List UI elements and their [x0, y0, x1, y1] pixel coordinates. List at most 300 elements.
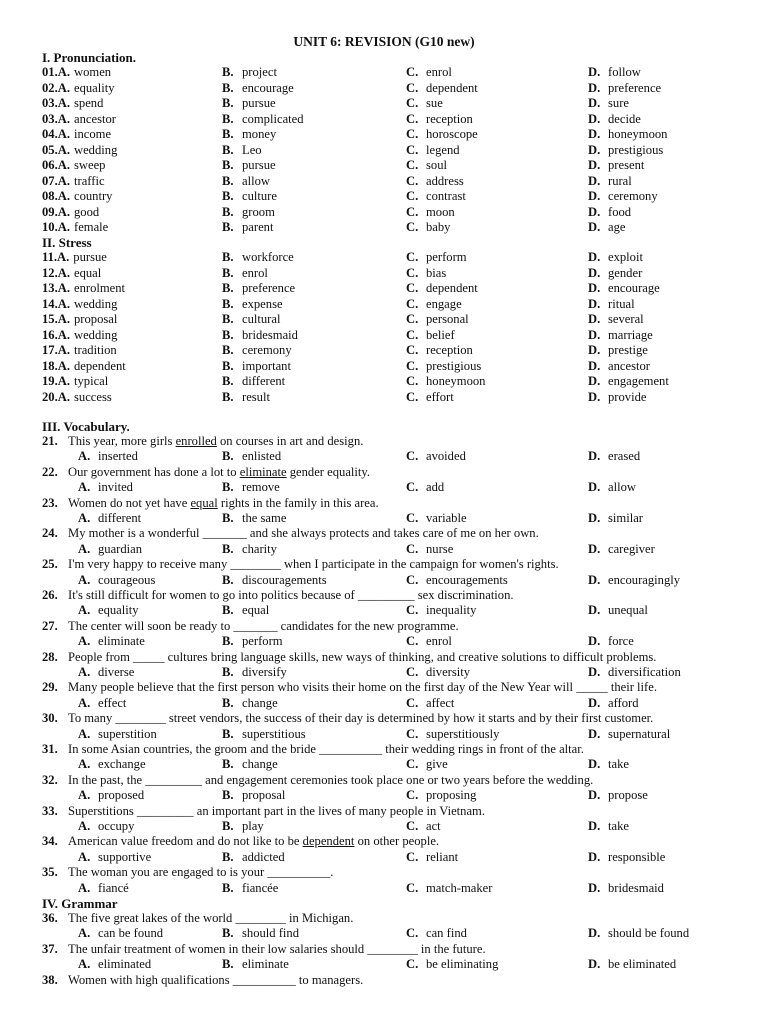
answer-options [0, 957, 768, 972]
option-text: supportive [98, 849, 152, 864]
question-number: 26. [42, 588, 58, 602]
item-number: 17.A. [42, 343, 70, 357]
option-letter: B. [222, 265, 234, 280]
option-text: equal [74, 265, 102, 280]
option-text: superstition [98, 726, 157, 741]
option-d [588, 634, 634, 649]
option-text: superstitious [242, 726, 306, 741]
option-text: honeymoon [426, 374, 486, 388]
question-sentence: Women do not yet have equal rights in the family in this area. [68, 495, 379, 510]
stress-item [0, 297, 768, 312]
option-text: rural [608, 173, 632, 188]
option-text: wedding [74, 327, 118, 342]
option-d [588, 205, 631, 220]
option-b [222, 603, 269, 618]
option-text: diversify [242, 665, 287, 679]
option-text: address [426, 173, 464, 188]
option-text: should find [242, 926, 300, 941]
option-letter: B. [222, 220, 234, 234]
item-number: 15.A. [42, 312, 70, 326]
option-letter: B. [222, 250, 234, 264]
option-letter: C. [406, 695, 419, 710]
option-text: ancestor [74, 111, 116, 126]
option-b [222, 266, 268, 281]
option-letter: C. [406, 957, 419, 972]
option-text: proposed [98, 788, 145, 803]
item-number: 08.A. [42, 189, 70, 203]
option-c [406, 174, 464, 189]
option-c [406, 390, 454, 405]
option-text: eliminate [242, 957, 289, 972]
question-sentence: Superstitions _________ an important part in the lives of many people in Vietnam. [68, 803, 485, 818]
option-a [42, 343, 117, 358]
option-a [42, 127, 111, 142]
underlined-word: equal [190, 495, 218, 510]
question-text [42, 557, 762, 572]
question-stem [0, 680, 768, 695]
question-sentence: Many people believe that the first person who visits their home on the first day of the New Year will _____ their life. [68, 680, 657, 695]
option-a [78, 573, 155, 588]
option-b [222, 819, 264, 834]
pronunciation-item [0, 143, 768, 158]
option-text: several [608, 312, 644, 326]
option-text: enrol [242, 265, 268, 280]
question-text [42, 526, 762, 541]
option-letter: C. [406, 634, 419, 649]
option-text: remove [242, 480, 280, 495]
option-text: pursue [73, 250, 107, 264]
option-text: follow [608, 65, 641, 79]
option-text: bias [426, 265, 447, 280]
item-number: 14.A. [42, 296, 70, 311]
option-b [222, 297, 283, 312]
question-stem [0, 865, 768, 880]
option-letter: B. [222, 296, 234, 311]
option-letter: A. [78, 726, 91, 741]
option-text: guardian [98, 541, 143, 556]
option-letter: C. [406, 788, 419, 803]
option-text: play [242, 819, 264, 833]
option-letter: D. [588, 849, 601, 864]
option-b [222, 143, 262, 158]
option-b [222, 112, 304, 127]
option-d [588, 266, 642, 281]
option-letter: C. [406, 96, 419, 110]
answer-options [0, 480, 768, 495]
question-number: 25. [42, 557, 58, 572]
option-a [78, 449, 138, 464]
option-c [406, 158, 447, 173]
pronunciation-item [0, 127, 768, 142]
option-letter: D. [588, 726, 601, 741]
option-c [406, 926, 467, 941]
option-d [588, 96, 629, 111]
option-letter: C. [406, 127, 419, 141]
question-text [42, 588, 762, 603]
option-b [222, 957, 289, 972]
option-b [222, 727, 306, 742]
option-text: reception [426, 343, 473, 357]
option-text: encourage [608, 281, 660, 295]
option-b [222, 65, 277, 80]
option-letter: B. [222, 127, 234, 141]
option-letter: B. [222, 204, 234, 219]
question-number: 30. [42, 711, 58, 726]
option-text: equal [242, 603, 270, 618]
question-text [42, 942, 762, 957]
option-c [406, 603, 476, 618]
stress-item [0, 266, 768, 281]
option-text: preference [242, 281, 296, 295]
option-c [406, 96, 443, 111]
option-letter: A. [78, 788, 91, 803]
question-sentence: Women with high qualifications __________ to managers. [68, 972, 364, 987]
option-text: personal [426, 312, 469, 326]
question-number: 38. [42, 972, 58, 987]
option-text: horoscope [426, 127, 478, 141]
option-text: preference [608, 80, 662, 95]
option-text: change [242, 757, 278, 772]
option-d [588, 511, 643, 526]
option-letter: B. [222, 757, 234, 772]
question-sentence: Our government has done a lot to eliminate gender equality. [68, 464, 371, 479]
option-c [406, 112, 473, 127]
question-stem [0, 526, 768, 541]
option-text: enlisted [242, 449, 282, 464]
question-sentence: The woman you are engaged to is your __________. [68, 865, 334, 880]
option-c [406, 542, 453, 557]
option-text: dependent [426, 80, 478, 95]
question-text [42, 680, 762, 695]
option-text: different [98, 511, 142, 525]
option-letter: C. [406, 819, 419, 833]
option-a [78, 881, 129, 896]
option-letter: B. [222, 142, 234, 157]
option-a [78, 957, 151, 972]
option-c [406, 573, 508, 588]
option-text: parent [242, 220, 274, 234]
question-sentence: In some Asian countries, the groom and the bride __________ their wedding rings in front of the altar. [68, 742, 584, 756]
option-text: moon [426, 204, 455, 219]
option-text: fiancé [98, 880, 129, 895]
option-c [406, 665, 470, 680]
option-letter: C. [406, 511, 419, 525]
option-c [406, 881, 492, 896]
option-b [222, 573, 327, 588]
question-text [42, 742, 762, 757]
option-b [222, 281, 295, 296]
option-text: present [608, 158, 645, 172]
option-d [588, 850, 665, 865]
option-text: workforce [242, 250, 294, 264]
option-letter: C. [406, 603, 419, 618]
option-text: eliminated [98, 957, 152, 972]
option-letter: C. [406, 296, 419, 311]
option-b [222, 449, 281, 464]
option-text: inequality [426, 603, 477, 618]
option-b [222, 634, 283, 649]
question-text [42, 496, 762, 511]
option-b [222, 127, 276, 142]
stress-item [0, 250, 768, 265]
option-a [42, 359, 126, 374]
option-a [42, 174, 105, 189]
option-text: ritual [608, 296, 635, 311]
option-b [222, 312, 280, 327]
option-letter: A. [78, 819, 91, 833]
option-letter: B. [222, 926, 234, 941]
option-a [42, 328, 117, 343]
option-text: erased [608, 449, 641, 464]
question-text [42, 834, 762, 849]
option-text: provide [608, 389, 647, 404]
option-a [78, 819, 134, 834]
option-d [588, 788, 648, 803]
option-a [42, 220, 108, 235]
item-number: 13.A. [42, 281, 70, 295]
option-b [222, 343, 292, 358]
option-text: age [608, 220, 626, 234]
option-c [406, 819, 441, 834]
option-text: ceremony [608, 189, 658, 203]
pronunciation-item [0, 189, 768, 204]
question-number: 21. [42, 434, 58, 448]
option-letter: B. [222, 358, 234, 373]
option-text: tradition [74, 343, 117, 357]
option-letter: D. [588, 204, 601, 219]
option-c [406, 328, 455, 343]
option-text: encourage [242, 80, 294, 95]
option-c [406, 127, 478, 142]
item-number: 09.A. [42, 204, 70, 219]
option-letter: D. [588, 327, 601, 342]
option-d [588, 112, 641, 127]
option-d [588, 480, 636, 495]
question-text [42, 911, 762, 926]
item-number: 11.A. [42, 250, 70, 264]
option-text: allow [242, 173, 270, 188]
pronunciation-item [0, 205, 768, 220]
option-letter: C. [406, 541, 419, 556]
question-sentence: My mother is a wonderful _______ and she always protects and takes care of me on her own. [68, 526, 539, 541]
option-letter: C. [406, 281, 419, 295]
option-letter: C. [406, 665, 419, 679]
question-text [42, 865, 762, 880]
option-c [406, 788, 476, 803]
option-text: success [74, 389, 112, 404]
option-a [78, 542, 142, 557]
option-letter: A. [78, 757, 91, 772]
option-letter: B. [222, 158, 234, 172]
option-text: traffic [74, 173, 105, 188]
option-text: result [242, 389, 270, 404]
option-text: avoided [426, 449, 466, 464]
option-text: pursue [242, 158, 276, 172]
item-number: 19.A. [42, 374, 70, 388]
option-c [406, 374, 485, 389]
option-letter: D. [588, 665, 601, 679]
question-sentence: It's still difficult for women to go into politics because of _________ sex discrimination. [68, 588, 514, 602]
option-text: enrolment [74, 281, 126, 295]
option-c [406, 343, 473, 358]
answer-options [0, 819, 768, 834]
option-letter: B. [222, 312, 234, 326]
option-text: honeymoon [608, 127, 668, 141]
item-number: 05.A. [42, 142, 70, 157]
option-text: contrast [426, 189, 466, 203]
item-number: 03.A. [42, 96, 70, 110]
option-a [42, 158, 105, 173]
question-text [42, 711, 762, 726]
underlined-word: enrolled [175, 434, 217, 448]
option-text: dependent [426, 281, 478, 295]
option-text: women [74, 65, 112, 79]
question-text [42, 465, 762, 480]
option-letter: A. [78, 849, 91, 864]
option-text: caregiver [608, 541, 655, 556]
option-letter: D. [588, 389, 601, 404]
option-text: country [74, 189, 113, 203]
question-sentence: People from _____ cultures bring language skills, new ways of thinking, and creative solutions to difficult problems. [68, 649, 657, 664]
option-letter: D. [588, 220, 601, 234]
item-number: 03.A. [42, 111, 70, 126]
option-letter: A. [78, 572, 91, 587]
option-text: bridesmaid [608, 880, 664, 895]
option-d [588, 174, 632, 189]
option-b [222, 696, 278, 711]
answer-options [0, 634, 768, 649]
option-text: perform [242, 634, 283, 649]
option-letter: D. [588, 265, 601, 280]
question-stem [0, 773, 768, 788]
question-stem [0, 711, 768, 726]
option-letter: D. [588, 926, 601, 941]
option-a [78, 696, 126, 711]
item-number: 12.A. [42, 265, 70, 280]
option-letter: B. [222, 634, 234, 649]
option-d [588, 926, 689, 941]
option-a [78, 634, 145, 649]
option-letter: D. [588, 96, 601, 110]
option-text: bridesmaid [242, 327, 298, 342]
option-c [406, 480, 444, 495]
item-number: 10.A. [42, 220, 70, 234]
option-letter: B. [222, 819, 234, 833]
option-letter: B. [222, 281, 234, 295]
question-stem [0, 465, 768, 480]
option-letter: D. [588, 281, 601, 295]
option-letter: D. [588, 80, 601, 95]
stress-item [0, 343, 768, 358]
option-b [222, 205, 275, 220]
option-text: equality [98, 603, 139, 618]
option-c [406, 81, 478, 96]
option-text: ceremony [242, 343, 292, 357]
option-d [588, 573, 680, 588]
option-d [588, 158, 644, 173]
option-text: ancestor [608, 358, 650, 373]
option-text: effort [426, 389, 454, 404]
question-number: 22. [42, 464, 58, 479]
option-letter: C. [406, 142, 419, 157]
option-text: prestige [608, 343, 648, 357]
option-text: match-maker [426, 880, 493, 895]
option-c [406, 850, 458, 865]
option-text: wedding [74, 296, 118, 311]
page-title: UNIT 6: REVISION (G10 new) [293, 34, 475, 49]
option-text: the same [242, 511, 287, 525]
question-sentence: The unfair treatment of women in their low salaries should ________ in the future. [68, 941, 486, 956]
option-d [588, 449, 640, 464]
pronunciation-item [0, 174, 768, 189]
option-text: dependent [74, 358, 126, 373]
option-letter: D. [588, 358, 601, 373]
option-text: project [242, 65, 277, 79]
question-stem [0, 619, 768, 634]
option-letter: D. [588, 757, 601, 772]
option-letter: D. [588, 634, 601, 649]
pronunciation-item [0, 81, 768, 96]
option-letter: D. [588, 173, 601, 188]
option-text: sweep [74, 158, 106, 172]
option-letter: D. [588, 127, 601, 141]
question-number: 24. [42, 526, 58, 541]
question-sentence: To many ________ street vendors, the success of their day is determined by how it starts and by their first customer. [68, 711, 654, 726]
option-d [588, 281, 660, 296]
option-letter: C. [406, 173, 419, 188]
option-a [42, 112, 116, 127]
option-text: take [608, 819, 629, 833]
option-c [406, 65, 452, 80]
option-text: pursue [242, 96, 276, 110]
item-number: 20.A. [42, 389, 70, 404]
answer-options [0, 757, 768, 772]
option-c [406, 220, 450, 235]
item-number: 07.A. [42, 173, 70, 188]
option-a [42, 374, 108, 389]
question-text [42, 650, 762, 665]
option-letter: D. [588, 296, 601, 311]
option-letter: D. [588, 572, 601, 587]
option-letter: C. [406, 757, 419, 772]
option-text: responsible [608, 849, 666, 864]
option-a [42, 281, 125, 296]
option-letter: D. [588, 541, 601, 556]
option-letter: C. [406, 158, 419, 172]
question-number: 32. [42, 772, 58, 787]
option-letter: B. [222, 96, 234, 110]
option-text: be eliminated [608, 957, 677, 972]
option-a [42, 266, 101, 281]
option-letter: A. [78, 695, 91, 710]
option-d [588, 819, 629, 834]
option-letter: B. [222, 603, 234, 618]
option-letter: C. [406, 220, 419, 234]
question-sentence: I'm very happy to receive many ________ when I participate in the campaign for women's rights. [68, 557, 559, 572]
question-number: 27. [42, 618, 58, 633]
option-text: equality [74, 80, 115, 95]
option-b [222, 81, 294, 96]
option-text: reception [426, 111, 473, 126]
option-letter: C. [406, 204, 419, 219]
option-letter: D. [588, 312, 601, 326]
option-letter: D. [588, 480, 601, 495]
answer-options [0, 926, 768, 941]
option-letter: D. [588, 511, 601, 525]
option-letter: D. [588, 603, 601, 618]
answer-options [0, 665, 768, 680]
option-letter: B. [222, 374, 234, 388]
